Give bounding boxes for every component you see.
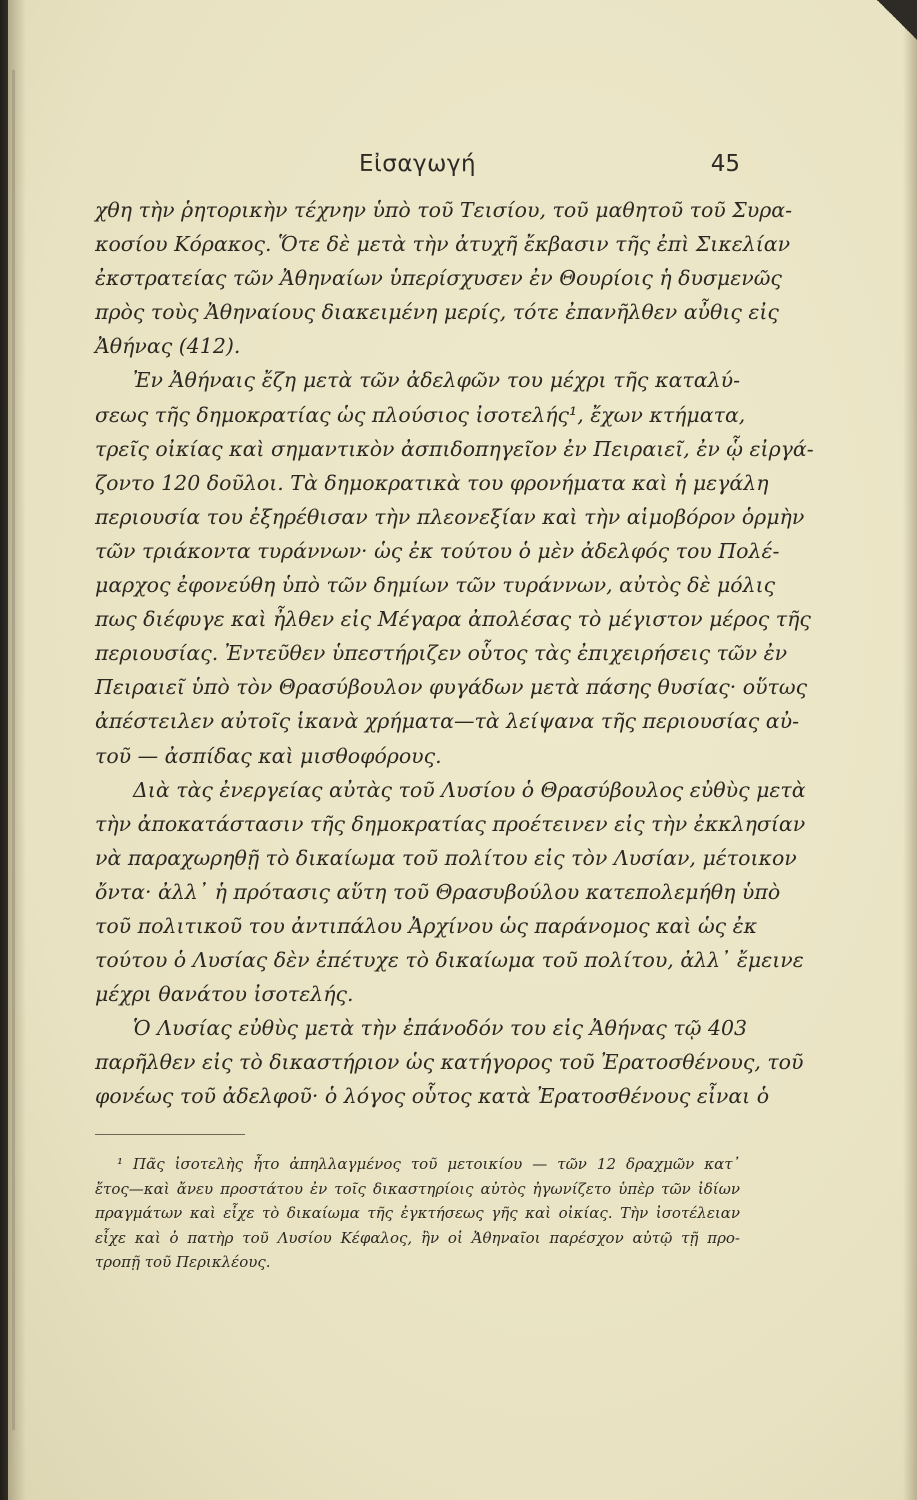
text-line: Πειραιεῖ ὑπὸ τὸν Θρασύβουλον φυγάδων μετὰ πάσης θυσίας· οὕτως — [95, 675, 808, 700]
page-number: 45 — [710, 151, 740, 177]
text-line: πως διέφυγε καὶ ἦλθεν εἰς Μέγαρα ἀπολέσας τὸ μέγιστον μέρος τῆς — [95, 607, 811, 632]
text-line: τοῦ — ἀσπίδας καὶ μισθοφόρους. — [95, 743, 442, 768]
text-line: περιουσία του ἐξηρέθισαν τὴν πλεονεξίαν καὶ τὴν αἱμοβόρον ὁρμὴν — [95, 504, 805, 529]
text-line: Ἐν Ἀθήναις ἔζη μετὰ τῶν ἀδελφῶν του μέχρι τῆς καταλύ- — [133, 368, 740, 393]
text-line: τῶν τριάκοντα τυράννων· ὡς ἐκ τούτου ὁ μὲν ἀδελφός του Πολέ- — [95, 538, 780, 563]
text-line: ὄντα· ἀλλ᾽ ἡ πρότασις αὕτη τοῦ Θρασυβούλου κατεπολεμήθη ὑπὸ — [95, 879, 781, 904]
footnote-line: ἔτος—καὶ ἄνευ προστάτου ἐν τοῖς δικαστηρίοις αὐτὸς ἠγωνίζετο ὑπὲρ τῶν ἰδίων — [95, 1179, 740, 1198]
footnote-line: εἶχε καὶ ὁ πατὴρ τοῦ Λυσίου Κέφαλος, ἣν οἱ Ἀθηναῖοι παρέσχον αὐτῷ τῇ προ- — [95, 1228, 740, 1247]
text-line: τοῦ πολιτικοῦ του ἀντιπάλου Ἀρχίνου ὡς παράνομος καὶ ὡς ἐκ — [95, 913, 758, 938]
text-line: χθη τὴν ῥητορικὴν τέχνην ὑπὸ τοῦ Τεισίου, τοῦ μαθητοῦ τοῦ Συρα- — [95, 198, 793, 222]
page-header — [95, 151, 740, 185]
text-line: φονέως τοῦ ἀδελφοῦ· ὁ λόγος οὗτος κατὰ Ἐρατοσθένους εἶναι ὁ — [95, 1084, 770, 1109]
body-text — [95, 193, 814, 1114]
text-line: τούτου ὁ Λυσίας δὲν ἐπέτυχε τὸ δικαίωμα τοῦ πολίτου, ἀλλ᾽ ἔμεινε — [95, 948, 804, 973]
gutter-line — [12, 70, 15, 1430]
page-gutter-shadow — [8, 0, 26, 1500]
text-line: κοσίου Κόρακος. Ὅτε δὲ μετὰ τὴν ἀτυχῆ ἔκβασιν τῆς ἐπὶ Σικελίαν — [95, 232, 791, 257]
text-line: σεως τῆς δημοκρατίας ὡς πλούσιος ἰσοτελής¹, ἔχων κτήματα, — [95, 402, 746, 427]
footnotes — [95, 1152, 740, 1275]
footnote-line: πραγμάτων καὶ εἶχε τὸ δικαίωμα τῆς ἐγκτήσεως γῆς καὶ οἰκίας. Τὴν ἰσοτέλειαν — [95, 1204, 740, 1222]
text-line: ζοντο 120 δοῦλοι. Τὰ δημοκρατικὰ του φρονήματα καὶ ἡ μεγάλη — [95, 470, 769, 495]
text-line: Διὰ τὰς ἐνεργείας αὐτὰς τοῦ Λυσίου ὁ Θρασύβουλος εὐθὺς μετὰ — [133, 777, 806, 802]
text-line: μαρχος ἐφονεύθη ὑπὸ τῶν δημίων τῶν τυράννων, αὐτὸς δὲ μόλις — [95, 573, 776, 598]
text-line: ἐκστρατείας τῶν Ἀθηναίων ὑπερίσχυσεν ἐν Θουρίοις ἡ δυσμενῶς — [95, 266, 782, 291]
text-line: Ὁ Λυσίας εὐθὺς μετὰ τὴν ἐπάνοδόν του εἰς Ἀθήνας τῷ 403 — [133, 1016, 748, 1041]
text-line: πρὸς τοὺς Ἀθηναίους διακειμένη μερίς, τότε ἐπανῆλθεν αὖθις εἰς — [95, 300, 779, 325]
page-right-edge — [903, 0, 917, 1500]
text-line: ἀπέστειλεν αὐτοῖς ἱκανὰ χρήματα—τὰ λείψανα τῆς περιουσίας αὐ- — [95, 709, 800, 734]
text-line: περιουσίας. Ἐντεῦθεν ὑπεστήριζεν οὗτος τὰς ἐπιχειρήσεις τῶν ἐν — [95, 641, 788, 666]
page-corner — [877, 0, 917, 40]
text-line: μέχρι θανάτου ἰσοτελής. — [95, 982, 354, 1007]
text-line: τὴν ἀποκατάστασιν τῆς δημοκρατίας προέτεινεν εἰς τὴν ἐκκλησίαν — [95, 811, 806, 836]
text-line: παρῆλθεν εἰς τὸ δικαστήριον ὡς κατήγορος τοῦ Ἐρατοσθένους, τοῦ — [95, 1050, 804, 1075]
footnote-line: ¹ Πᾶς ἰσοτελὴς ἦτο ἀπηλλαγμένος τοῦ μετοικίου — τῶν 12 δραχμῶν κατ᾽ — [117, 1155, 740, 1173]
running-head: Εἰσαγωγή — [358, 151, 477, 177]
text-line: νὰ παραχωρηθῇ τὸ δικαίωμα τοῦ πολίτου εἰς τὸν Λυσίαν, μέτοικον — [95, 845, 797, 870]
footnote-rule — [95, 1134, 245, 1135]
text-line: τρεῖς οἰκίας καὶ σημαντικὸν ἀσπιδοπηγεῖον ἐν Πειραιεῖ, ἐν ᾧ εἰργά- — [95, 436, 814, 461]
footnote-line: τροπῇ τοῦ Περικλέους. — [95, 1253, 271, 1271]
text-line: Ἀθήνας (412). — [95, 334, 241, 359]
